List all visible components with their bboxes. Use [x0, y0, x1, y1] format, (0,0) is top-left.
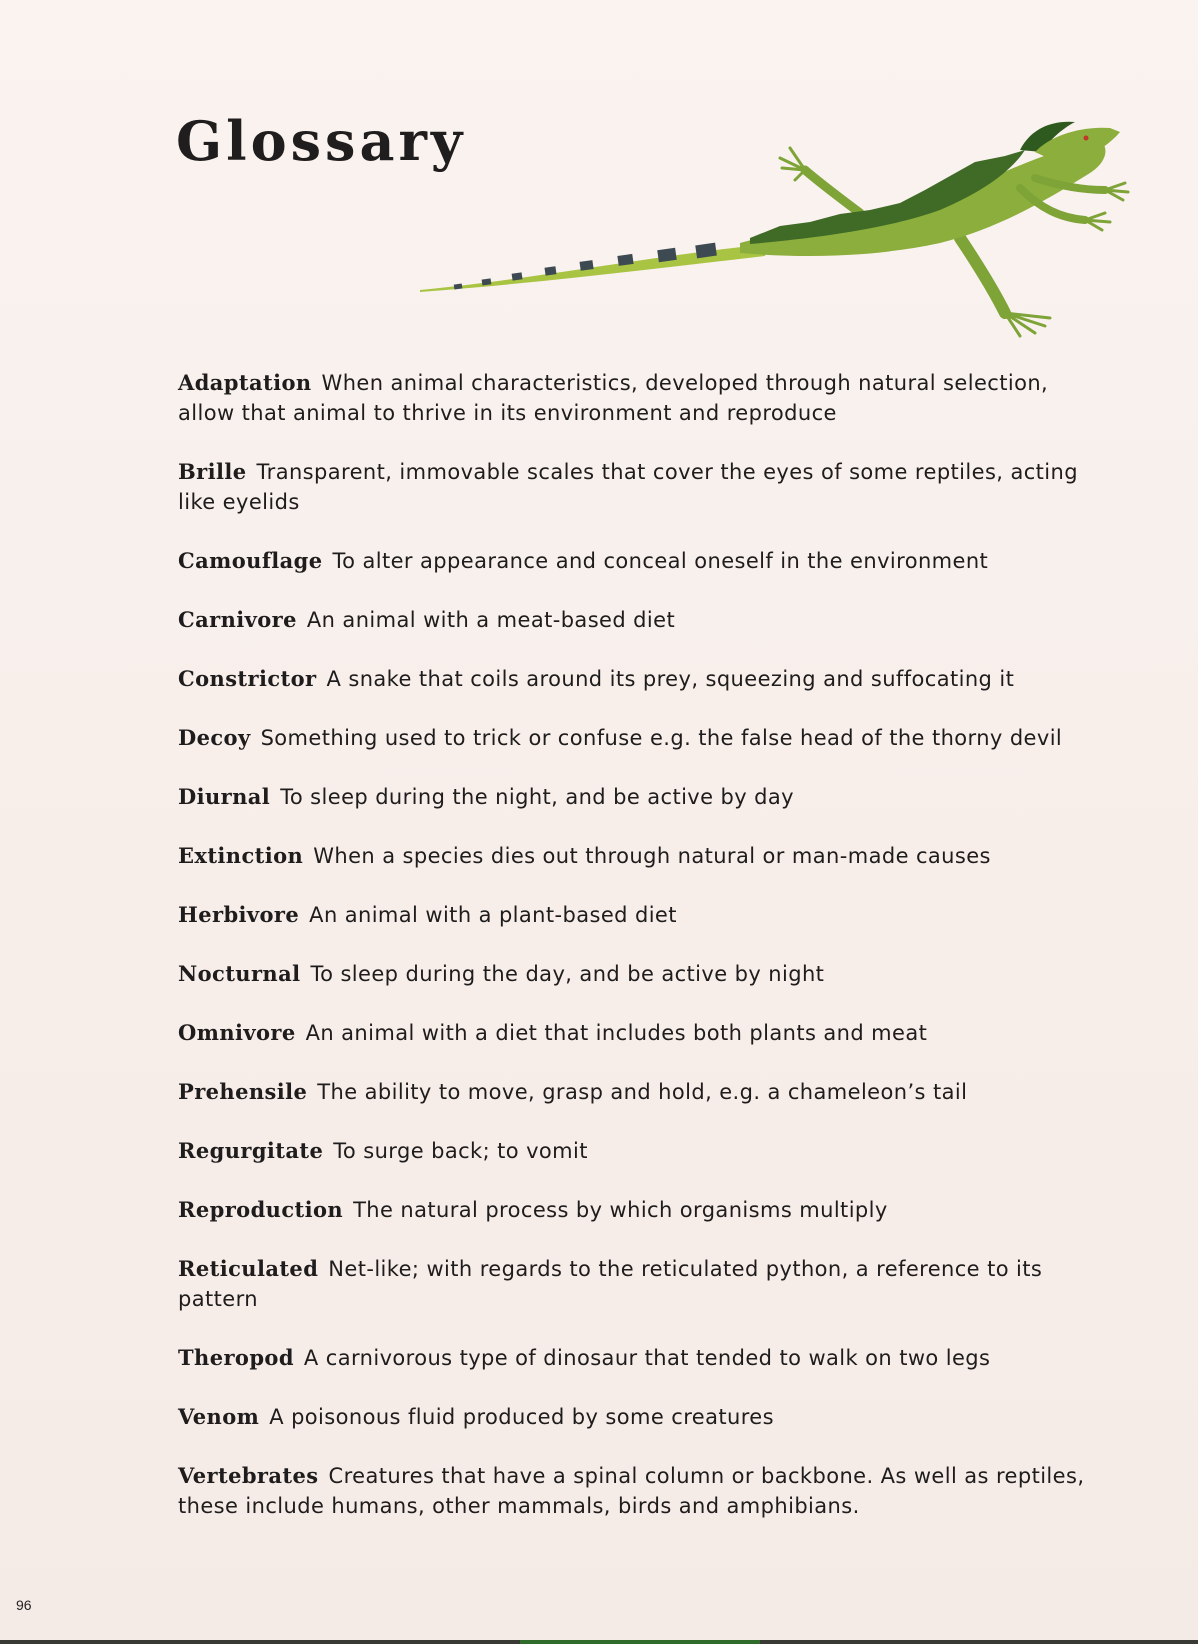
glossary-term: Venom — [178, 1404, 260, 1429]
glossary-definition: To sleep during the day, and be active by night — [310, 962, 825, 986]
glossary-definition: Something used to trick or confuse e.g. the false head of the thorny devil — [260, 726, 1063, 750]
glossary-entry — [178, 959, 1108, 989]
glossary-term: Nocturnal — [178, 961, 301, 986]
glossary-definition: Creatures that have a spinal column or backbone. As well as reptiles, these include humans, other mammals, birds and amphibians. — [178, 1464, 1085, 1518]
bottom-edge-strip — [0, 1640, 1198, 1644]
glossary-term: Theropod — [178, 1345, 294, 1370]
glossary-entry — [178, 457, 1108, 517]
glossary-definition: When a species dies out through natural or man-made causes — [313, 844, 991, 868]
glossary-definition: The natural process by which organisms multiply — [353, 1198, 888, 1222]
glossary-term: Vertebrates — [178, 1463, 319, 1488]
glossary-entry — [178, 1402, 1108, 1432]
page-title: Glossary — [176, 109, 467, 173]
glossary-definition: To surge back; to vomit — [333, 1139, 588, 1163]
glossary-entry — [178, 546, 1108, 576]
glossary-entry — [178, 1254, 1108, 1314]
glossary-definition: An animal with a plant-based diet — [309, 903, 677, 927]
glossary-term: Brille — [178, 459, 247, 484]
glossary-term: Omnivore — [178, 1020, 296, 1045]
lizard-tail — [420, 238, 770, 292]
glossary-definition: Transparent, immovable scales that cover the eyes of some reptiles, acting like eyelids — [178, 460, 1078, 514]
glossary-term: Reproduction — [178, 1197, 344, 1222]
glossary-entry — [178, 782, 1108, 812]
lizard-illustration — [420, 118, 1180, 368]
glossary-term: Prehensile — [178, 1079, 308, 1104]
glossary-term: Adaptation — [178, 370, 312, 395]
glossary-entry — [178, 1018, 1108, 1048]
glossary-term: Regurgitate — [178, 1138, 324, 1163]
glossary-entry — [178, 900, 1108, 930]
glossary-definition: A carnivorous type of dinosaur that tended to walk on two legs — [303, 1346, 991, 1370]
glossary-definition: The ability to move, grasp and hold, e.g. a chameleon’s tail — [317, 1080, 968, 1104]
glossary-definition: To alter appearance and conceal oneself in the environment — [332, 549, 989, 573]
glossary-entry — [178, 1195, 1108, 1225]
glossary-definition: To sleep during the night, and be active by day — [280, 785, 794, 809]
glossary-definition: An animal with a diet that includes both plants and meat — [305, 1021, 928, 1045]
glossary-definition: An animal with a meat-based diet — [306, 608, 676, 632]
glossary-term: Carnivore — [178, 607, 297, 632]
bottom-edge-accent — [520, 1640, 760, 1644]
glossary-term: Decoy — [178, 725, 251, 750]
glossary-entry — [178, 1136, 1108, 1166]
glossary-entry — [178, 723, 1108, 753]
glossary-term: Extinction — [178, 843, 304, 868]
glossary-entry — [178, 664, 1108, 694]
glossary-definition: When animal characteristics, developed through natural selection, allow that animal to thrive in its environment and reproduce — [178, 371, 1049, 425]
lizard-eye — [1084, 136, 1089, 141]
glossary-definition: A snake that coils around its prey, squeezing and suffocating it — [326, 667, 1015, 691]
glossary-entry — [178, 1461, 1108, 1521]
glossary-list — [178, 368, 1108, 1550]
glossary-term: Reticulated — [178, 1256, 319, 1281]
glossary-definition: Net-like; with regards to the reticulated python, a reference to its pattern — [178, 1257, 1043, 1311]
glossary-term: Constrictor — [178, 666, 317, 691]
glossary-entry — [178, 841, 1108, 871]
glossary-entry — [178, 1077, 1108, 1107]
page-number: 96 — [16, 1597, 32, 1613]
glossary-definition: A poisonous fluid produced by some creatures — [269, 1405, 774, 1429]
glossary-term: Camouflage — [178, 548, 323, 573]
glossary-entry — [178, 1343, 1108, 1373]
glossary-entry — [178, 605, 1108, 635]
glossary-entry — [178, 368, 1108, 428]
glossary-term: Diurnal — [178, 784, 271, 809]
glossary-term: Herbivore — [178, 902, 300, 927]
